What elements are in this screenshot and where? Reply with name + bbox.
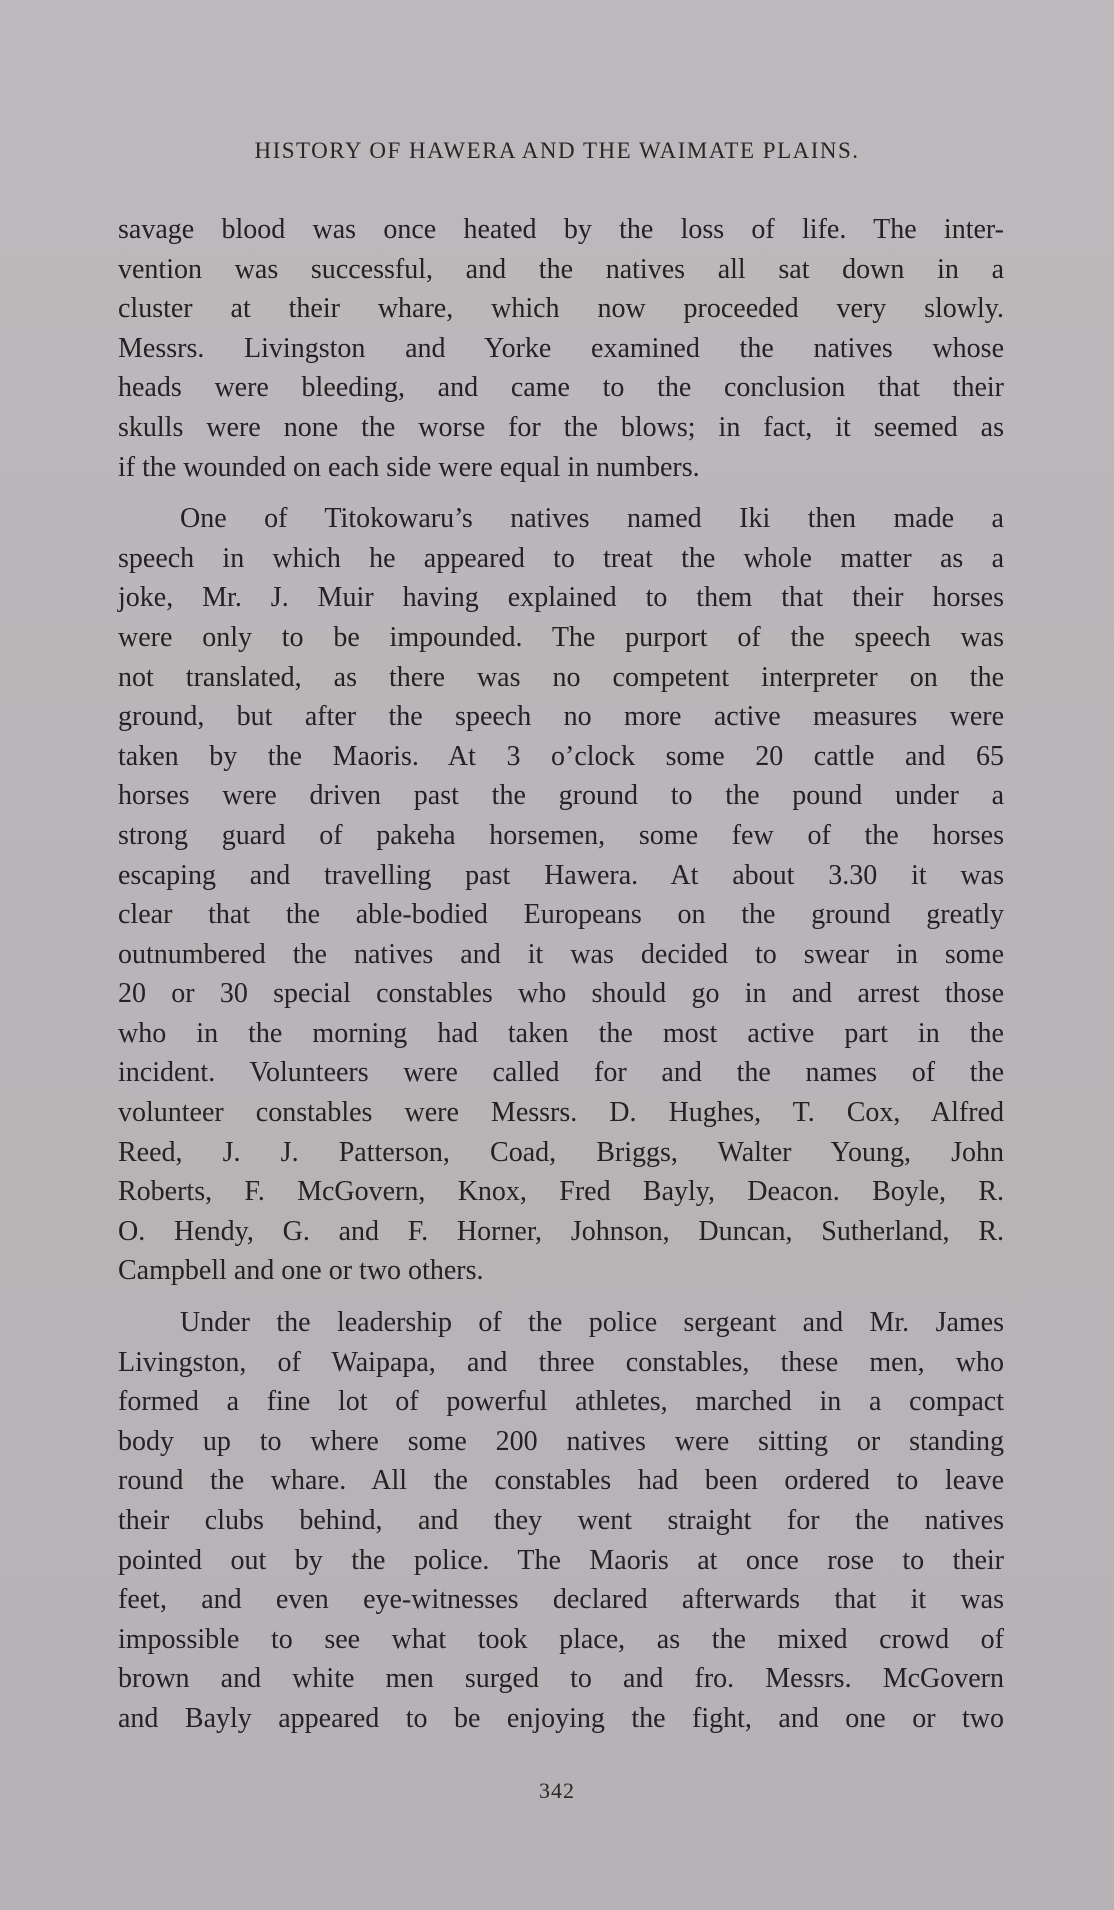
text-line: their clubs behind, and they went straight for the natives (118, 1505, 1004, 1536)
text-line: brown and white men surged to and fro. Messrs. McGovern (118, 1663, 1004, 1695)
text-line: Reed, J. J. Patterson, Coad, Briggs, Walter Young, John (118, 1136, 1004, 1168)
text-line: speech in which he appeared to treat the whole matter as a (118, 542, 1004, 574)
text-line: escaping and travelling past Hawera. At about 3.30 it was (118, 859, 1004, 891)
text-line: heads were bleeding, and came to the conclusion that their (118, 372, 1004, 404)
text-line: vention was successful, and the natives all sat down in a (118, 253, 1004, 285)
text-line: feet, and even eye-witnesses declared afterwards that it was (118, 1584, 1004, 1616)
text-line: joke, Mr. J. Muir having explained to them that their horses (118, 582, 1004, 614)
text-line: volunteer constables were Messrs. D. Hughes, T. Cox, Alfred (118, 1097, 1004, 1129)
text-line: strong guard of pakeha horsemen, some few of the horses (118, 819, 1004, 851)
text-line: Campbell and one or two others. (118, 1255, 484, 1287)
text-line: ground, but after the speech no more active measures were (118, 701, 1004, 733)
text-line: Messrs. Livingston and Yorke examined the natives whose (118, 332, 1004, 364)
text-line: skulls were none the worse for the blows; in fact, it seemed as (118, 411, 1004, 443)
text-line: Livingston, of Waipapa, and three constables, these men, who (118, 1346, 1004, 1378)
page-number: 342 (539, 1778, 575, 1803)
paragraph-3 (118, 1303, 1004, 1739)
text-line: formed a fine lot of powerful athletes, marched in a compact (118, 1386, 1004, 1418)
text-line: horses were driven past the ground to the pound under a (118, 780, 1004, 812)
text-line: round the whare. All the constables had been ordered to leave (118, 1465, 1004, 1497)
text-line: incident. Volunteers were called for and the names of the (118, 1057, 1004, 1089)
text-line: and Bayly appeared to be enjoying the fight, and one or two (118, 1702, 1004, 1734)
text-line: if the wounded on each side were equal in numbers. (118, 451, 700, 483)
text-line: savage blood was once heated by the loss of life. The inter- (118, 214, 1004, 245)
text-line: 20 or 30 special constables who should go in and arrest those (118, 978, 1004, 1010)
text-line: were only to be impounded. The purport of the speech was (118, 621, 1004, 653)
text-line: body up to where some 200 natives were sitting or standing (118, 1425, 1004, 1457)
text-line: Under the leadership of the police sergeant and Mr. James (180, 1307, 1004, 1339)
text-line: taken by the Maoris. At 3 o’clock some 20 cattle and 65 (118, 740, 1004, 772)
paragraph-1 (118, 210, 1004, 487)
text-line: pointed out by the police. The Maoris at once rose to their (118, 1544, 1004, 1576)
text-line: O. Hendy, G. and F. Horner, Johnson, Duncan, Sutherland, R. (118, 1215, 1004, 1247)
text-line: impossible to see what took place, as the mixed crowd of (118, 1623, 1004, 1655)
paragraph-2 (118, 499, 1004, 1291)
running-header: HISTORY OF HAWERA AND THE WAIMATE PLAINS. (254, 138, 860, 163)
text-line: who in the morning had taken the most active part in the (118, 1017, 1004, 1049)
body-text (118, 210, 1004, 1751)
text-line: One of Titokowaru’s natives named Iki then made a (180, 503, 1004, 535)
text-line: clear that the able-bodied Europeans on the ground greatly (118, 899, 1004, 931)
text-line: Roberts, F. McGovern, Knox, Fred Bayly, Deacon. Boyle, R. (118, 1176, 1004, 1208)
text-line: outnumbered the natives and it was decided to swear in some (118, 938, 1004, 970)
text-line: cluster at their whare, which now proceeded very slowly. (118, 293, 1004, 325)
text-line: not translated, as there was no competent interpreter on the (118, 661, 1004, 693)
